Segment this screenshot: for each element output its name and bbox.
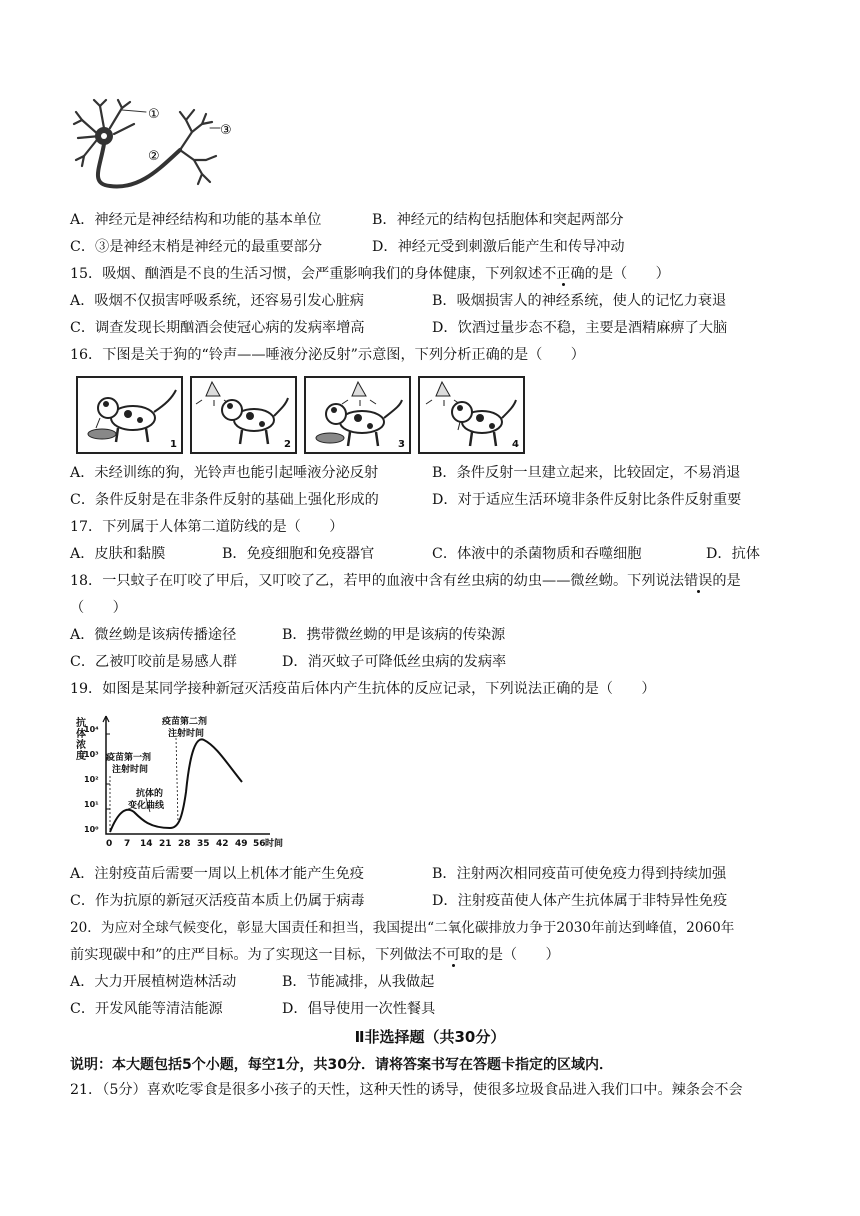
q19-option-b: B．注射两次相同疫苗可使免疫力得到持续加强 [432, 866, 727, 882]
annotation-curve: 变化曲线 [128, 801, 165, 811]
q17-option-c: C．体液中的杀菌物质和吞噬细胞 [432, 546, 642, 562]
q18-option-a: A．微丝蚴是该病传播途径 [70, 627, 237, 643]
antibody-chart [70, 712, 290, 852]
annotation-second-dose: 注射时间 [168, 729, 205, 739]
q15-option-a: A．吸烟不仅损害呼吸系统，还容易引发心脏病 [70, 293, 364, 309]
q20-stem: 20．为应对全球气候变化，彰显大国责任和担当，我国提出“二氧化碳排放力争于2030年前达到峰值，2060年 [70, 920, 735, 936]
q16-stem: 16．下图是关于狗的“铃声——唾液分泌反射”示意图，下列分析正确的是（ ） [70, 347, 585, 363]
q16-option-c: C．条件反射是在非条件反射的基础上强化形成的 [70, 492, 379, 508]
q17-option-b: B．免疫细胞和免疫器官 [222, 546, 375, 562]
q19-stem: 19．如图是某同学接种新冠灭活疫苗后体内产生抗体的反应记录，下列说法正确的是（ ） [70, 681, 656, 697]
x-tick: 7 [124, 839, 131, 849]
q17-option-d: D．抗体 [706, 546, 760, 562]
q19-option-a: A．注射疫苗后需要一周以上机体才能产生免疫 [70, 866, 364, 882]
q20-option-c: C．开发风能等清洁能源 [70, 1001, 223, 1017]
dog-panel-3 [304, 376, 411, 454]
panel-number: 1 [170, 439, 177, 450]
q16-option-d: D．对于适应生活环境非条件反射比条件反射重要 [432, 492, 742, 508]
q20-stem-line2: 前实现碳中和”的庄严目标。为了实现这一目标，下列做法不可取的是（ ） [70, 947, 560, 963]
annotation-first-dose: 注射时间 [112, 765, 149, 775]
y-axis-label-char: 体 [76, 729, 86, 740]
q17-stem: 17．下列属于人体第二道防线的是（ ） [70, 519, 344, 535]
y-tick: 10³ [84, 750, 99, 759]
annotation-second-dose: 疫苗第二剂 [162, 717, 208, 727]
y-axis-label-char: 浓 [76, 740, 86, 751]
dog-panel-2 [190, 376, 297, 454]
panel-number: 3 [398, 439, 405, 450]
y-tick: 10¹ [84, 800, 99, 809]
annotation-first-dose: 疫苗第一剂 [106, 753, 152, 763]
annotation-curve: 抗体的 [136, 789, 164, 799]
section-note: 说明：本大题包括5个小题，每空1分，共30分．请将答案书写在答题卡指定的区域内． [70, 1057, 613, 1073]
x-tick: 56 [253, 839, 266, 849]
section-title: Ⅱ非选择题（共30分） [354, 1028, 506, 1046]
q14-option-a: A．神经元是神经结构和功能的基本单位 [70, 212, 322, 228]
y-axis-label-char: 度 [76, 751, 86, 762]
q18-stem: 18．一只蚊子在叮咬了甲后，又叮咬了乙，若甲的血液中含有丝虫病的幼虫——微丝蚴。下列说法错误的是 [70, 573, 741, 589]
x-tick: 35 [197, 839, 210, 849]
q14-option-b: B．神经元的结构包括胞体和突起两部分 [372, 212, 624, 228]
label-1: ① [148, 107, 160, 122]
q18-option-c: C．乙被叮咬前是易感人群 [70, 654, 237, 670]
x-tick: 42 [216, 839, 229, 849]
x-tick: 28 [178, 839, 191, 849]
x-tick: 49 [235, 839, 248, 849]
q17-option-a: A．皮肤和黏膜 [70, 546, 166, 562]
q20-option-b: B．节能减排，从我做起 [282, 974, 435, 990]
q15-option-d: D．饮酒过量步态不稳，主要是酒精麻痹了大脑 [432, 320, 728, 336]
q19-option-c: C．作为抗原的新冠灭活疫苗本质上仍属于病毒 [70, 893, 365, 909]
q15-stem: 15．吸烟、酗酒是不良的生活习惯，会严重影响我们的身体健康，下列叙述不正确的是（ ） [70, 266, 670, 282]
q19-option-d: D．注射疫苗使人体产生抗体属于非特异性免疫 [432, 893, 728, 909]
q14-option-c: C．③是神经末梢是神经元的最重要部分 [70, 239, 323, 255]
q18-option-d: D．消灭蚊子可降低丝虫病的发病率 [282, 654, 507, 670]
q14-option-d: D．神经元受到刺激后能产生和传导冲动 [372, 239, 625, 255]
dog-panel-1 [76, 376, 183, 454]
y-tick: 10⁰ [84, 825, 99, 834]
q16-option-b: B．条件反射一旦建立起来，比较固定，不易消退 [432, 465, 741, 481]
q15-option-c: C．调查发现长期酗酒会使冠心病的发病率增高 [70, 320, 365, 336]
x-tick: 14 [140, 839, 153, 849]
x-tick: 0 [106, 839, 113, 849]
q15-option-b: B．吸烟损害人的神经系统，使人的记忆力衰退 [432, 293, 727, 309]
q21-stem: 21．（5分）喜欢吃零食是很多小孩子的天性，这种天性的诱导，使很多垃圾食品进入我们口中。辣条会不会 [70, 1082, 743, 1098]
y-tick: 10² [84, 775, 99, 784]
q20-option-d: D．倡导使用一次性餐具 [282, 1001, 436, 1017]
y-tick: 10⁴ [84, 725, 99, 734]
panel-number: 2 [284, 439, 291, 450]
q18-stem-line2: （ ） [70, 600, 127, 616]
label-2: ② [148, 149, 160, 164]
q20-option-a: A．大力开展植树造林活动 [70, 974, 237, 990]
label-3: ③ [220, 123, 232, 138]
q16-option-a: A．未经训练的狗，光铃声也能引起唾液分泌反射 [70, 465, 379, 481]
x-unit: 时间 [265, 839, 284, 849]
dog-panel-4 [418, 376, 525, 454]
y-axis-label-char: 抗 [76, 718, 86, 729]
x-tick: 21 [159, 839, 172, 849]
panel-number: 4 [512, 439, 519, 450]
q18-option-b: B．携带微丝蚴的甲是该病的传染源 [282, 627, 506, 643]
neuron-figure [70, 98, 250, 198]
